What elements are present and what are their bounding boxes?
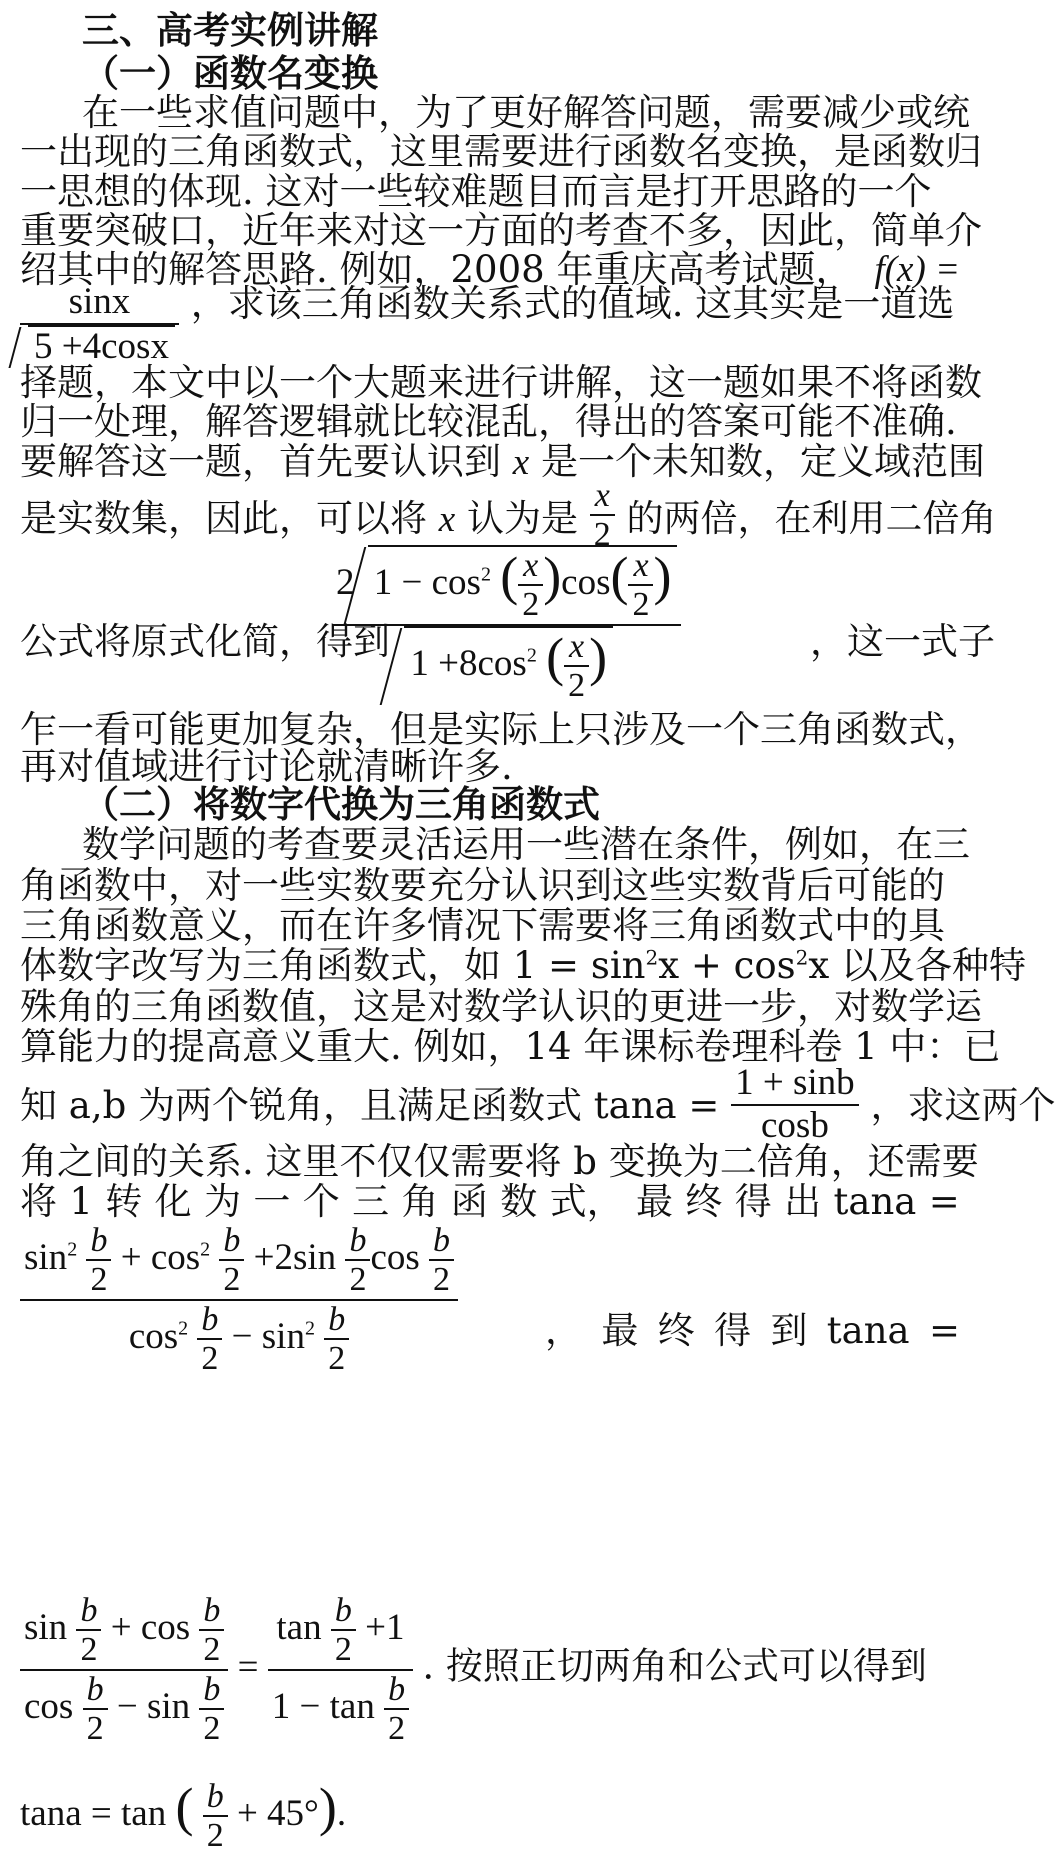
fraction-denominator: 2 bbox=[223, 1261, 241, 1299]
word: 最 bbox=[601, 1309, 639, 1352]
sqrt-denominator bbox=[404, 626, 613, 705]
subsection-title-2: （二）将数字代换为三角函数式 bbox=[82, 782, 600, 826]
fraction-x-over-2 bbox=[590, 477, 615, 554]
fraction-f bbox=[20, 282, 179, 367]
fraction-denominator: 2 bbox=[203, 1710, 221, 1748]
fraction-denominator: 2 bbox=[203, 1631, 221, 1669]
sin-text: sin bbox=[261, 1315, 305, 1357]
exponent: 2 bbox=[67, 1238, 78, 1261]
paren: ( bbox=[175, 1776, 194, 1837]
paragraph-2-line-7 bbox=[20, 1063, 1055, 1146]
paragraph-1-line-8: 归一处理，解答逻辑就比较混乱，得出的答案可能不准确. bbox=[20, 400, 957, 443]
text-segment: 认为是 bbox=[466, 496, 578, 540]
word: = bbox=[928, 1180, 960, 1223]
fraction-numerator: x bbox=[594, 477, 610, 514]
exponent: 2 bbox=[480, 563, 491, 586]
word: tana bbox=[833, 1180, 917, 1223]
text-segment: 的两倍，在利用二倍角 bbox=[626, 496, 997, 540]
text-segment: x + cos bbox=[658, 944, 796, 987]
cos-text: cos bbox=[150, 1236, 201, 1278]
word: 1 bbox=[69, 1180, 93, 1223]
coefficient: 2 bbox=[336, 561, 355, 603]
fraction-numerator: x bbox=[633, 547, 649, 584]
fraction-tan bbox=[731, 1063, 859, 1146]
var-x: x bbox=[438, 498, 456, 540]
fraction-tan-form bbox=[268, 1592, 413, 1748]
word: tana bbox=[826, 1309, 910, 1352]
paren: ) bbox=[589, 626, 608, 687]
big-fraction-2-row bbox=[20, 1592, 927, 1748]
paragraph-2-line-3: 三角函数意义，而在许多情况下需要将三角函数式中的具 bbox=[20, 904, 945, 947]
text-segment: ，求该三角函数关系式的值域. 这其实是一道选 bbox=[190, 282, 955, 326]
word: 三 bbox=[352, 1180, 390, 1223]
fraction-b-over-2 bbox=[324, 1301, 349, 1378]
sqrt-numerator bbox=[368, 545, 678, 624]
text-segment: x 以及各种特 bbox=[808, 944, 1026, 987]
paragraph-1-line-10 bbox=[20, 477, 997, 554]
fraction-b-over-2 bbox=[197, 1301, 222, 1378]
word: 数 bbox=[500, 1180, 538, 1223]
fraction-denominator: 2 bbox=[86, 1710, 104, 1748]
paragraph-2-line-8: 角之间的关系. 这里不仅仅需要将 b 变换为二倍角，还需要 bbox=[20, 1140, 979, 1183]
big-fraction-1 bbox=[20, 1222, 458, 1378]
fraction-numerator: b bbox=[388, 1670, 406, 1708]
text-segment: 知 a,b 为两个锐角，且满足函数式 tana = bbox=[20, 1084, 720, 1128]
tan-text: tan bbox=[276, 1606, 322, 1648]
paragraph-2-line-4 bbox=[20, 944, 1026, 987]
fraction-denominator bbox=[268, 1671, 413, 1748]
word: 最 bbox=[636, 1180, 674, 1223]
sin-text: sin bbox=[24, 1606, 68, 1648]
plus-one-text: +1 bbox=[365, 1606, 405, 1648]
text-segment: . 按照正切两角和公式可以得到 bbox=[422, 1644, 927, 1688]
sin-text: sin bbox=[24, 1236, 68, 1278]
fraction-sin-cos bbox=[20, 1592, 228, 1748]
plus-sign: + bbox=[110, 1606, 132, 1648]
period: . bbox=[336, 1792, 347, 1834]
one-minus-tan-text: 1 − tan bbox=[271, 1685, 375, 1727]
text-segment: 是实数集，因此，可以将 bbox=[20, 496, 427, 540]
word: ， bbox=[545, 1309, 582, 1352]
paren: ( bbox=[500, 545, 519, 606]
word: = bbox=[928, 1309, 960, 1352]
minus-sign: − bbox=[116, 1685, 138, 1727]
paragraph-1-line-13: 再对值域进行讨论就清晰许多. bbox=[20, 745, 513, 788]
fraction-numerator bbox=[20, 1592, 228, 1669]
var-x: x bbox=[512, 442, 530, 483]
fraction-denominator: cosb bbox=[761, 1104, 829, 1146]
fraction-numerator: b bbox=[206, 1778, 224, 1815]
text-segment: 是一个未知数，定义域范围 bbox=[540, 440, 985, 483]
word: 终 bbox=[657, 1309, 695, 1352]
fraction-b-over-2 bbox=[199, 1592, 224, 1669]
fraction-denominator bbox=[20, 1671, 228, 1748]
word: 函 bbox=[450, 1180, 488, 1223]
fraction-numerator bbox=[20, 1222, 458, 1299]
paragraph-1-line-9 bbox=[20, 440, 985, 483]
fraction-x-over-2 bbox=[628, 547, 653, 624]
fraction-expanded bbox=[20, 1222, 458, 1378]
fraction-denominator: 2 bbox=[334, 1631, 352, 1669]
cos-text: cos bbox=[140, 1606, 191, 1648]
word: 角 bbox=[401, 1180, 439, 1223]
fraction-numerator: b bbox=[223, 1222, 241, 1259]
fraction-denominator: 2 bbox=[522, 586, 540, 624]
fraction-numerator: b bbox=[203, 1670, 221, 1708]
word: 式， bbox=[549, 1180, 624, 1223]
fraction-numerator: b bbox=[433, 1222, 451, 1259]
word: 将 bbox=[20, 1180, 57, 1223]
fraction-denominator: 2 bbox=[632, 586, 650, 624]
paragraph-2-line-1: 数学问题的考查要灵活运用一些潜在条件，例如，在三 bbox=[82, 823, 970, 866]
paragraph-1-line-12: 乍一看可能更加复杂，但是实际上只涉及一个三角函数式， bbox=[20, 708, 982, 751]
fraction-b-over-2 bbox=[429, 1222, 454, 1299]
cos-text: cos bbox=[24, 1685, 74, 1727]
cos-text: cos bbox=[370, 1236, 420, 1278]
formula-line-1 bbox=[20, 282, 954, 367]
cos-text: cos bbox=[128, 1315, 179, 1357]
fraction-numerator: b bbox=[201, 1300, 219, 1338]
fraction-denominator bbox=[125, 1301, 353, 1378]
fraction-denominator: 2 bbox=[568, 667, 586, 705]
word: 出 bbox=[784, 1180, 822, 1223]
fraction-b-over-2 bbox=[203, 1778, 228, 1855]
plus-45-degrees: + 45° bbox=[236, 1792, 319, 1834]
fraction-numerator: b bbox=[86, 1670, 104, 1708]
fraction-numerator bbox=[332, 545, 681, 624]
subsection-title-1: （一）函数名变换 bbox=[82, 51, 378, 95]
word: 一 bbox=[253, 1180, 291, 1223]
exponent: 2 bbox=[795, 945, 809, 970]
minus-sign: − bbox=[231, 1315, 253, 1357]
word: 为 bbox=[204, 1180, 242, 1223]
paragraph-1-line-3: 一思想的体现. 这对一些较难题目而言是打开思路的一个 bbox=[20, 170, 932, 213]
paren: ) bbox=[318, 1776, 337, 1837]
fraction-denominator: 2 bbox=[349, 1261, 367, 1299]
word: 终 bbox=[685, 1180, 723, 1223]
paragraph-2-line-6: 算能力的提高意义重大. 例如，14 年课标卷理科卷 1 中：已 bbox=[20, 1025, 1001, 1068]
text-segment: 绍其中的解答思路. 例如，2008 年重庆高考试题， bbox=[20, 248, 853, 291]
fraction-b-over-2 bbox=[219, 1222, 244, 1299]
paragraph-1-line-4: 重要突破口，近年来对这一方面的考查不多，因此，简单介 bbox=[20, 209, 982, 252]
exponent: 2 bbox=[526, 644, 537, 667]
paren: ( bbox=[546, 626, 565, 687]
paren: ) bbox=[653, 545, 672, 606]
fraction-b-over-2 bbox=[384, 1671, 409, 1748]
fraction-denominator: 2 bbox=[388, 1710, 406, 1748]
fraction-denominator: 2 bbox=[201, 1340, 219, 1378]
text-segment: ，求这两个 bbox=[870, 1084, 1055, 1128]
fraction-numerator: x bbox=[569, 627, 585, 665]
fraction-b-over-2 bbox=[76, 1592, 101, 1669]
word: 个 bbox=[302, 1180, 340, 1223]
fraction-numerator: x bbox=[523, 547, 539, 584]
final-equation bbox=[20, 1778, 346, 1855]
fraction-b-over-2 bbox=[331, 1592, 356, 1669]
radicand-text: 1 − cos bbox=[373, 561, 481, 603]
sin-text: sin bbox=[146, 1685, 191, 1727]
fraction-numerator: sinx bbox=[68, 281, 131, 322]
text-segment: 要解答这一题，首先要认识到 bbox=[20, 440, 501, 483]
text-segment: 体数字改写为三角函数式，如 1 = sin bbox=[20, 944, 646, 987]
fraction-numerator: b bbox=[334, 1592, 352, 1629]
fraction-denominator: 2 bbox=[593, 516, 611, 554]
cos-text: cos bbox=[561, 561, 611, 603]
fraction-b-over-2 bbox=[199, 1671, 224, 1748]
paren: ( bbox=[610, 545, 629, 606]
exponent: 2 bbox=[200, 1238, 211, 1261]
paragraph-2-line-5: 殊角的三角函数值，这是对数学认识的更进一步，对数学运 bbox=[20, 985, 982, 1028]
fraction-denominator bbox=[396, 626, 617, 705]
fraction-denominator: 2 bbox=[206, 1817, 224, 1855]
fraction-numerator: b bbox=[203, 1592, 221, 1629]
function-f: f(x) = bbox=[874, 249, 960, 290]
fraction-x-over-2 bbox=[564, 628, 589, 705]
fraction-x-over-2 bbox=[518, 547, 543, 624]
paragraph-1-line-2: 一出现的三角函数式，这里需要进行函数名变换，是函数归 bbox=[20, 130, 982, 173]
fraction-denominator: 2 bbox=[433, 1261, 451, 1299]
fraction-b-over-2 bbox=[83, 1671, 108, 1748]
exponent: 2 bbox=[178, 1317, 189, 1340]
fraction-b-over-2 bbox=[86, 1222, 111, 1299]
fraction-denominator: 2 bbox=[328, 1340, 346, 1378]
fraction-numerator: b bbox=[349, 1222, 367, 1259]
fraction-numerator: 1 + sinb bbox=[735, 1062, 855, 1103]
fraction-denominator: 2 bbox=[90, 1261, 108, 1299]
word: 化 bbox=[154, 1180, 192, 1223]
equals-sign: = bbox=[237, 1646, 259, 1688]
fraction-numerator: b bbox=[90, 1222, 108, 1259]
paragraph-2-line-10 bbox=[545, 1309, 960, 1352]
fraction-numerator bbox=[272, 1592, 408, 1669]
exponent: 2 bbox=[304, 1317, 315, 1340]
word: 得 bbox=[714, 1309, 752, 1352]
fraction-denominator: 2 bbox=[80, 1631, 98, 1669]
paren: ) bbox=[543, 545, 562, 606]
paragraph-1-line-1: 在一些求值问题中，为了更好解答问题，需要减少或统 bbox=[82, 91, 970, 134]
paragraph-1-line-7: 择题，本文中以一个大题来进行讲解，这一题如果不将函数 bbox=[20, 361, 982, 404]
text-segment: ，这一式子 bbox=[810, 620, 995, 663]
fraction-b-over-2 bbox=[345, 1222, 370, 1299]
paragraph-2-line-2: 角函数中，对一些实数要充分认识到这些实数背后可能的 bbox=[20, 864, 945, 907]
paragraph-2-line-9 bbox=[20, 1180, 960, 1223]
fraction-numerator: b bbox=[80, 1592, 98, 1629]
simplified-fraction bbox=[332, 545, 681, 705]
word: 得 bbox=[734, 1180, 772, 1223]
tan-equation-text: tana = tan bbox=[20, 1792, 167, 1834]
plus-2sin-text: +2sin bbox=[253, 1236, 337, 1278]
section-title: 三、高考实例讲解 bbox=[82, 8, 378, 52]
word: 转 bbox=[105, 1180, 143, 1223]
sqrt-denominator: 5 +4cosx bbox=[28, 325, 175, 368]
exponent: 2 bbox=[645, 945, 659, 970]
fraction-numerator: b bbox=[328, 1300, 346, 1338]
word: 到 bbox=[770, 1309, 808, 1352]
text-segment: 公式将原式化简，得到 bbox=[20, 620, 390, 663]
radicand-text: 1 +8cos bbox=[410, 642, 527, 684]
plus-sign: + bbox=[120, 1236, 142, 1278]
